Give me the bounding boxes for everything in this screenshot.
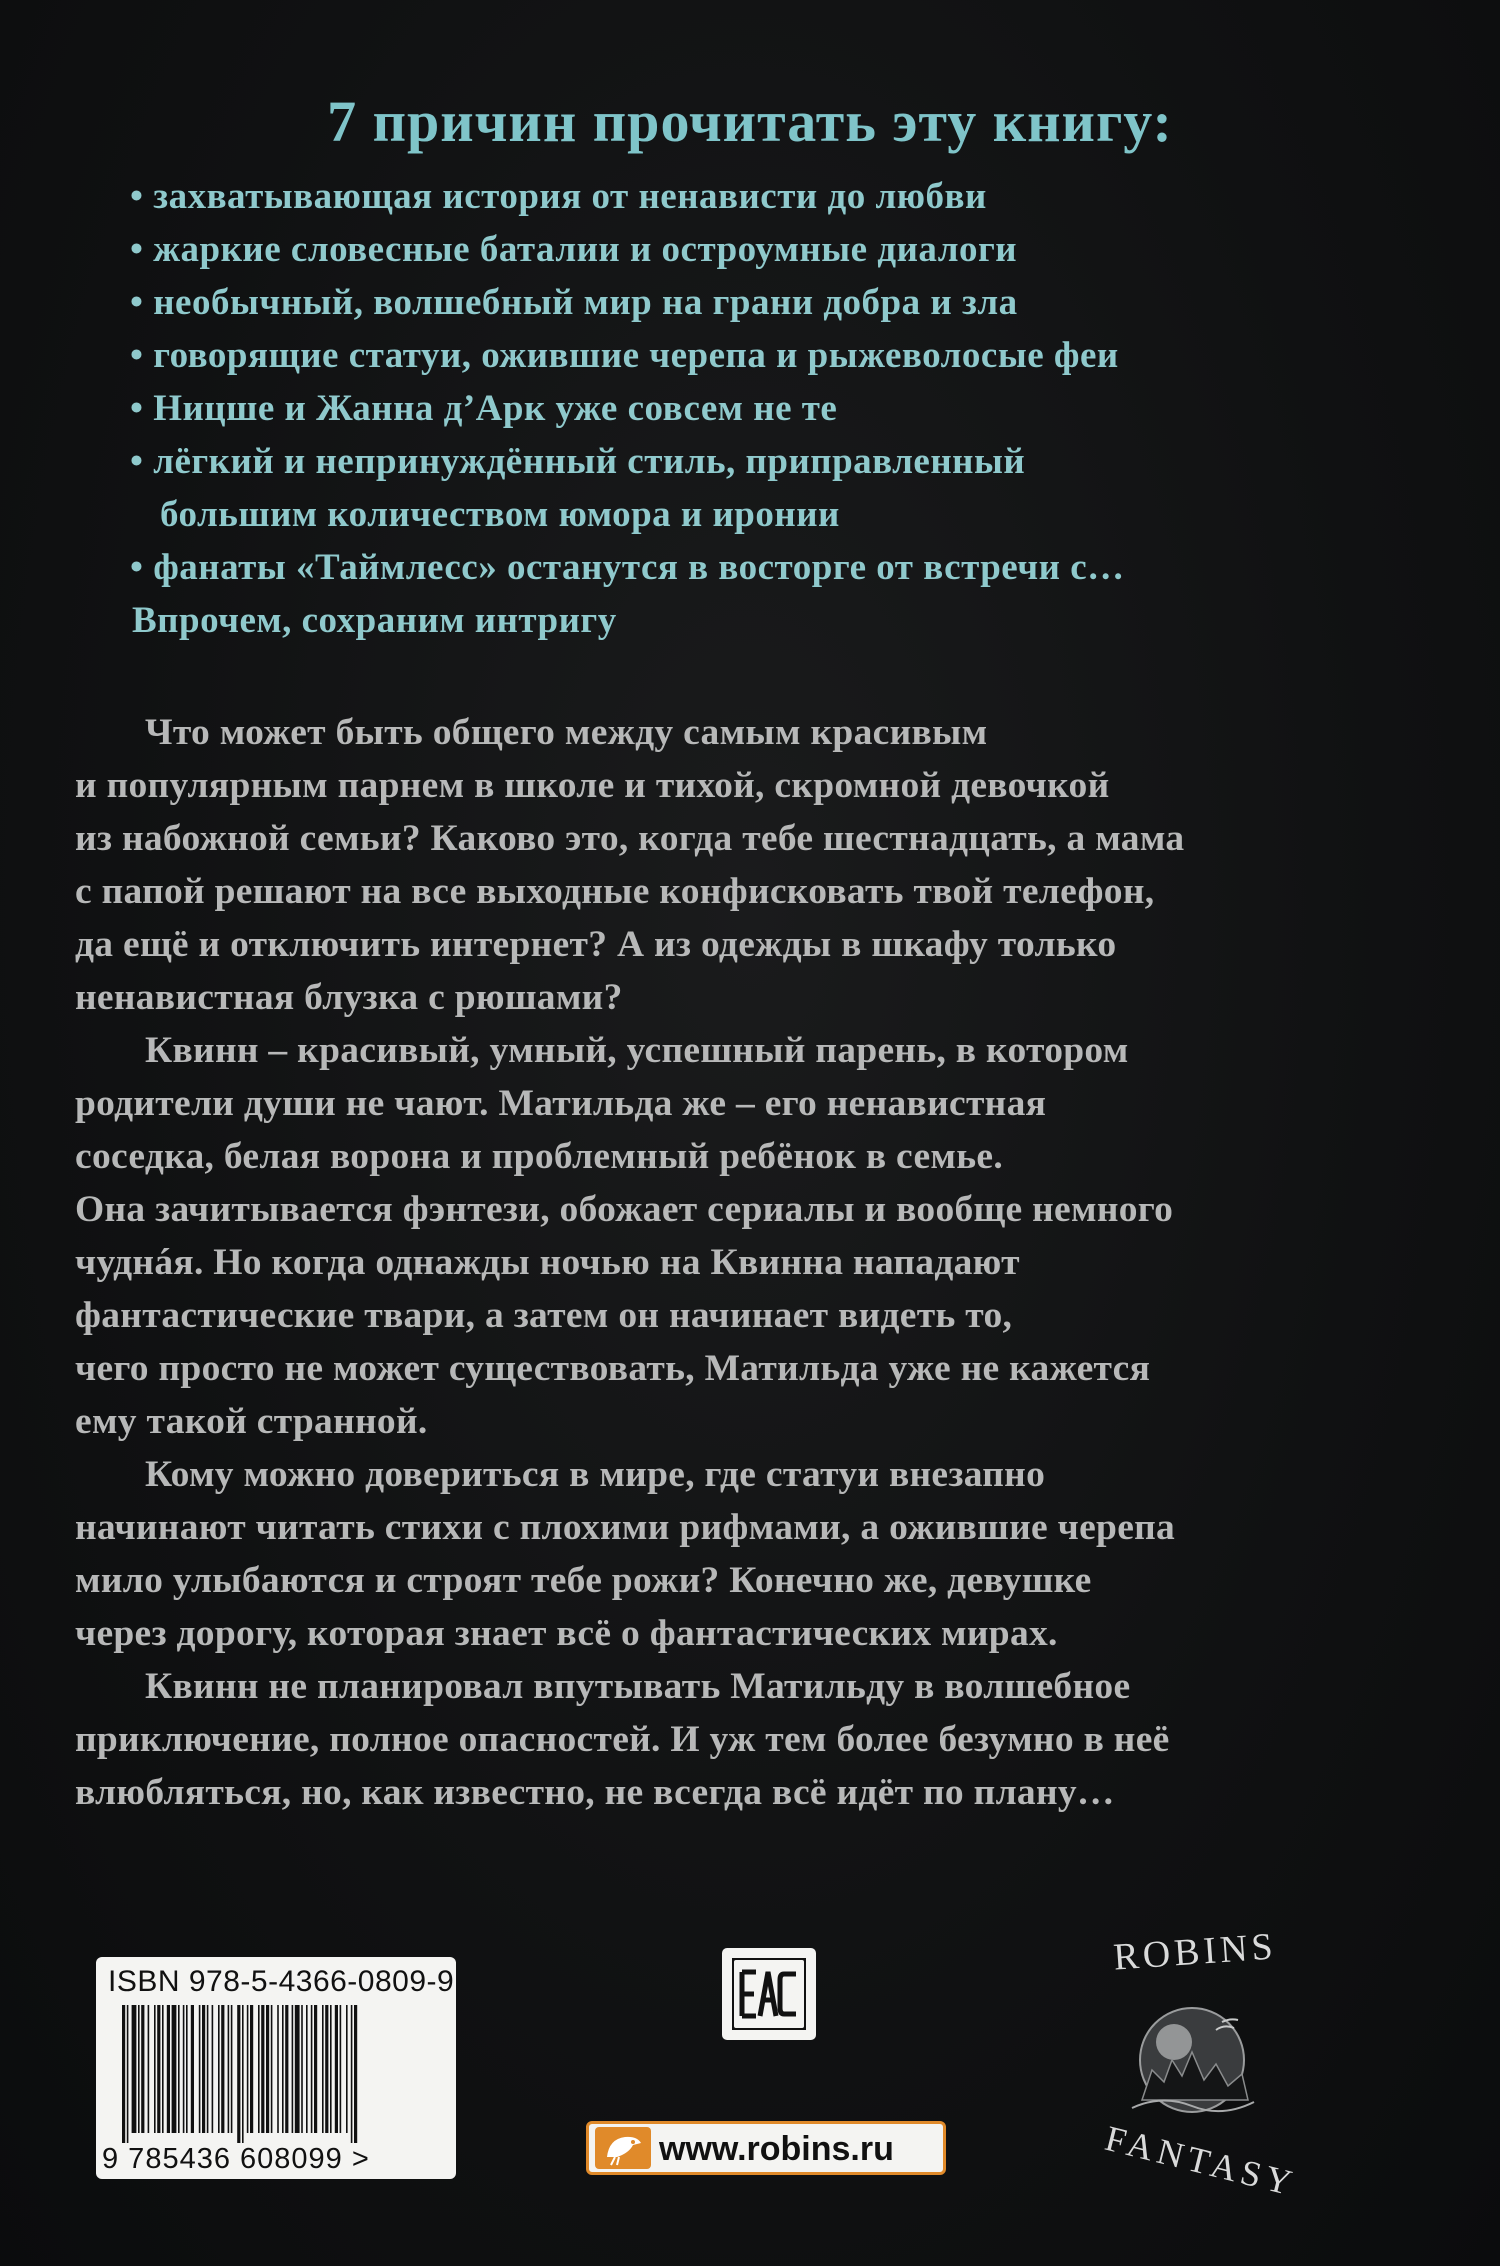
barcode-bar <box>132 2005 137 2133</box>
barcode-bar <box>292 2005 294 2133</box>
barcode-bar <box>212 2005 214 2133</box>
reasons-list <box>130 170 1380 647</box>
barcode-bar <box>322 2005 324 2133</box>
barcode-bar <box>172 2005 177 2133</box>
barcode-bar <box>237 2005 240 2143</box>
blurb-line: чуднáя. Но когда однажды ночью на Квинна нападают <box>75 1242 1020 1283</box>
barcode-digits: 9 785436 608099 > <box>102 2143 370 2175</box>
barcode-bar <box>271 2005 273 2133</box>
blurb-line: ему такой странной. <box>75 1401 428 1442</box>
barcode-bar <box>295 2005 300 2133</box>
barcode-bar <box>311 2005 313 2133</box>
blurb-line: да ещё и отключить интернет? А из одежды в шкафу только <box>75 924 1117 965</box>
blurb-line: Квинн не планировал впутывать Матильду в волшебное <box>145 1666 1131 1707</box>
reason-item: • Ницше и Жанна д’Арк уже совсем не те <box>130 388 838 429</box>
barcode-bar <box>207 2005 209 2133</box>
blurb-line: Что может быть общего между самым красивым <box>145 712 988 753</box>
barcode-bar <box>247 2005 249 2133</box>
barcode-bar <box>285 2005 288 2133</box>
blurb-line: приключение, полное опасностей. И уж тем более безумно в неё <box>75 1719 1170 1760</box>
barcode-bar <box>191 2005 194 2133</box>
reason-item: • необычный, волшебный мир на грани добра и зла <box>130 282 1018 323</box>
barcode-bar <box>351 2005 353 2143</box>
barcode-bar <box>202 2005 205 2133</box>
barcode-bar <box>122 2005 125 2143</box>
blurb-text <box>75 706 1395 1819</box>
barcode-bar <box>141 2005 144 2133</box>
barcode-bar <box>335 2005 338 2133</box>
reason-item: • фанаты «Таймлесс» останутся в восторге от встречи с… <box>130 547 1125 588</box>
blurb-line: Она зачитывается фэнтези, обожает сериалы и вообще немного <box>75 1189 1174 1230</box>
barcode-bar <box>330 2005 332 2133</box>
barcode-bar <box>178 2005 180 2133</box>
blurb-line: Квинн – красивый, умный, успешный парень, в котором <box>145 1030 1129 1071</box>
barcode-bar <box>138 2005 140 2133</box>
barcode-bar <box>282 2005 284 2133</box>
blurb-line: через дорогу, которая знает всё о фантастических мирах. <box>75 1613 1058 1654</box>
blurb-line: родители души не чают. Матильда же – его ненавистная <box>75 1083 1047 1124</box>
barcode-bar <box>162 2005 164 2133</box>
reason-item-continuation: большим количеством юмора и иронии <box>160 494 840 535</box>
barcode-bar <box>221 2005 224 2133</box>
barcode-bar <box>167 2005 170 2133</box>
barcode-bar <box>277 2005 279 2133</box>
blurb-line: из набожной семьи? Каково это, когда тебе шестнадцать, а мама <box>75 818 1185 859</box>
barcode-bar <box>154 2005 156 2133</box>
barcode-bar <box>231 2005 233 2133</box>
barcode-bar <box>250 2005 253 2133</box>
website-url: www.robins.ru <box>659 2130 894 2168</box>
emblem-bottom-text: FANTASY <box>1101 2117 1301 2205</box>
reasons-tail: Впрочем, сохраним интригу <box>132 600 617 641</box>
blurb-line: мило улыбаются и строят тебе рожи? Конечно же, девушке <box>75 1560 1092 1601</box>
barcode-bar <box>325 2005 328 2133</box>
publisher-website-badge <box>586 2121 946 2175</box>
blurb-line: соседка, белая ворона и проблемный ребёнок в семье. <box>75 1136 1003 1177</box>
barcode-bar <box>228 2005 230 2133</box>
barcode-bar <box>258 2005 260 2133</box>
barcode-bar <box>183 2005 185 2133</box>
reason-item: • жаркие словесные баталии и остроумные диалоги <box>130 229 1018 270</box>
isbn-barcode-block <box>96 1957 456 2179</box>
barcode-bar <box>340 2005 342 2133</box>
barcode-bar <box>314 2005 317 2133</box>
robins-fantasy-emblem <box>1060 1925 1320 2205</box>
barcode-bar <box>346 2005 348 2133</box>
isbn-label: ISBN 978-5-4366-0809-9 <box>108 1965 455 1998</box>
barcode-bar <box>218 2005 220 2133</box>
barcode-bar <box>354 2005 357 2143</box>
blurb-line: фантастические твари, а затем он начинает видеть то, <box>75 1295 1013 1336</box>
barcode-bar <box>157 2005 160 2133</box>
reason-item: • захватывающая история от ненависти до любви <box>130 176 987 217</box>
emblem-top-text: ROBINS <box>1112 1925 1278 1979</box>
barcode-bar <box>199 2005 201 2133</box>
night-castle-icon <box>1112 1990 1272 2140</box>
reason-item: • говорящие статуи, ожившие черепа и рыжеволосые феи <box>130 335 1119 376</box>
blurb-line: Кому можно довериться в мире, где статуи внезапно <box>145 1454 1046 1495</box>
eac-icon <box>732 1958 806 2030</box>
reasons-heading: 7 причин прочитать эту книгу: <box>327 89 1173 154</box>
blurb-line: начинают читать стихи с плохими рифмами, а ожившие черепа <box>75 1507 1176 1548</box>
blurb-line: влюбляться, но, как известно, не всегда всё идёт по плану… <box>75 1772 1115 1813</box>
barcode-bar <box>242 2005 244 2143</box>
barcode-bar <box>127 2005 129 2143</box>
barcode-bar <box>261 2005 264 2133</box>
barcode-icon <box>118 2005 434 2143</box>
blurb-line: чего просто не может существовать, Матильда уже не кажется <box>75 1348 1151 1389</box>
blurb-line: и популярным парнем в школе и тихой, скромной девочкой <box>75 765 1110 806</box>
barcode-bar <box>186 2005 188 2133</box>
barcode-bar <box>148 2005 150 2133</box>
barcode-bar <box>266 2005 269 2133</box>
barcode-bar <box>306 2005 308 2133</box>
blurb-line: с папой решают на все выходные конфисковать твой телефон, <box>75 871 1155 912</box>
eac-certification-mark <box>722 1948 816 2040</box>
barcode-bar <box>301 2005 303 2133</box>
blurb-line: ненавистная блузка с рюшами? <box>75 977 623 1018</box>
robin-bird-icon <box>595 2127 651 2169</box>
reason-item: • лёгкий и непринуждённый стиль, приправленный <box>130 441 1026 482</box>
